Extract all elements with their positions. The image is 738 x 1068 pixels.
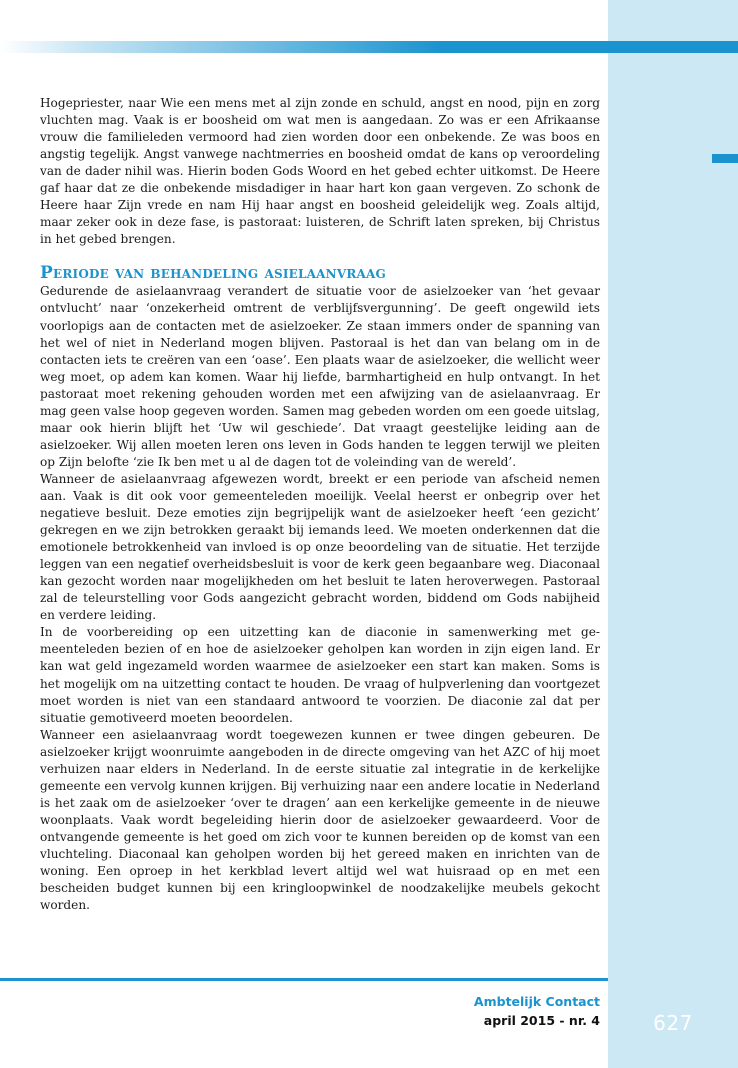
section-heading: Periode van behandeling asielaanvraag — [40, 263, 386, 284]
side-tab-marker — [712, 154, 738, 163]
page-number: 627 — [653, 1011, 693, 1035]
top-decorative-rule — [0, 41, 738, 53]
paragraph: In de voorbereiding op een uitzetting kan de diaconie in samenwerking met gemeenteleden bezien of en hoe de asielzoeker geholpen kan worden in zijn eigen land. Er kan wat geld ingezameld worden waarmee de asielzoeker een start kan maken. Soms is het mogelijk om na uitzetting contact te houden. De vraag of hulpverlening dan voortgezet moet worden is niet van een standaard antwoord te voorzien. De diaconie zal dat per situatie gemotiveerd moeten beoordelen. — [40, 625, 600, 725]
paragraph: Wanneer de asielaanvraag afgewezen wordt, breekt er een periode van afscheid nemen aan. Vaak is dit ook voor gemeenteleden moeilijk. Veelal heerst er onbegrip over het negatieve besluit. Deze emoties zijn begrijpelijk want de asielzoeker heeft ‘een gezicht’ gekregen en we zijn betrokken geraakt bij iemands leed. We moeten onderkennen dat die emotionele betrokkenheid van invloed is op onze beoordeling van de situatie. Het terzijde leggen van een negatief overheidsbesluit is voor de kerk geen begaanbare weg. Diaconaal kan gezocht worden naar mogelijkheden om het besluit te laten heroverwegen. Pastoraal zal de teleurstelling voor Gods aangezicht gebracht worden, biddend om Gods nabijheid en verdere leiding. — [40, 471, 600, 623]
magazine-title: Ambtelijk Contact — [473, 994, 600, 1009]
intro-paragraph: Hogepriester, naar Wie een mens met al zijn zonde en schuld, angst en nood, pijn en zorg vluchten mag. Vaak is er boosheid om wat men is aangedaan. Zo was er een Afrikaanse vrouw die familieleden vermoord had zien worden door een onbekende. Ze was boos en angstig tegelijk. Angst vanwege nachtmerries en boosheid omdat de kans op veroordeling van de dader nihil was. Hierin boden Gods Woord en het gebed echter uitkomst. De Heere gaf haar dat ze die onbekende misdadiger in haar hart kon gaan vergeven. Zo schonk de Heere haar Zijn vrede en nam Hij haar angst en boosheid geleidelijk weg. Zoals altijd, maar zeker ook in deze fase, is pastoraat: luisteren, de Schrift laten spreken, bij Christus in het gebed brengen. — [40, 96, 600, 247]
paragraph: Gedurende de asielaanvraag verandert de situatie voor de asielzoeker van ‘het gevaar ontvlucht’ naar ‘onzekerheid omtrent de verblijfsvergunning’. De geeft ongewild iets voorlopigs aan de contacten met de asielzoeker. Ze staan immers onder de spanning van het wel of niet in Nederland mogen blijven. Pastoraal is het dan van belang om in de contacten iets te creëren van een ‘oase’. Een plaats waar de asielzoeker, die wellicht weer weg moet, op adem kan komen. Waar hij liefde, barmhartigheid en hulp ontvangt. In het pastoraat moet rekening gehouden worden met een afwijzing van de asielaanvraag. Er mag geen valse hoop gegeven worden. Samen mag gebeden worden om een goede uitslag, maar ook hierin blijft het ‘Uw wil geschiede’. Dat vraagt geestelijke leiding aan de asielzoeker. Wij allen moeten leren ons leven in Gods handen te leggen terwijl we pleiten op Zijn belofte ‘zie Ik ben met u al de dagen tot de voleinding van de wereld’. — [40, 284, 600, 469]
article-body — [40, 95, 600, 914]
bottom-rule — [0, 978, 608, 981]
paragraph: Wanneer een asielaanvraag wordt toegewezen kunnen er twee dingen gebeuren. De asielzoeker krijgt woonruimte aangeboden in de directe omgeving van het AZC of hij moet verhuizen naar elders in Nederland. In de eerste situatie zal integratie in de kerkelijke gemeente een vervolg kunnen krijgen. Bij verhuizing naar een andere locatie in Nederland is het zaak om de asielzoeker ‘over te dragen’ aan een kerkelijke gemeente in de nieuwe woonplaats. Vaak wordt begeleiding hierin door de asielzoeker gewaardeerd. Voor de ontvangende gemeente is het goed om zich voor te kunnen bereiden op de komst van een vluchteling. Diaconaal kan geholpen worden bij het gereed maken en inrichten van de woning. Een oproep in het kerkblad levert altijd wel wat huisraad op en met een bescheiden budget kunnen bij een kringloopwinkel de noodzakelijke meubels gekocht worden. — [40, 727, 600, 913]
issue-date: april 2015 - nr. 4 — [483, 1013, 600, 1028]
